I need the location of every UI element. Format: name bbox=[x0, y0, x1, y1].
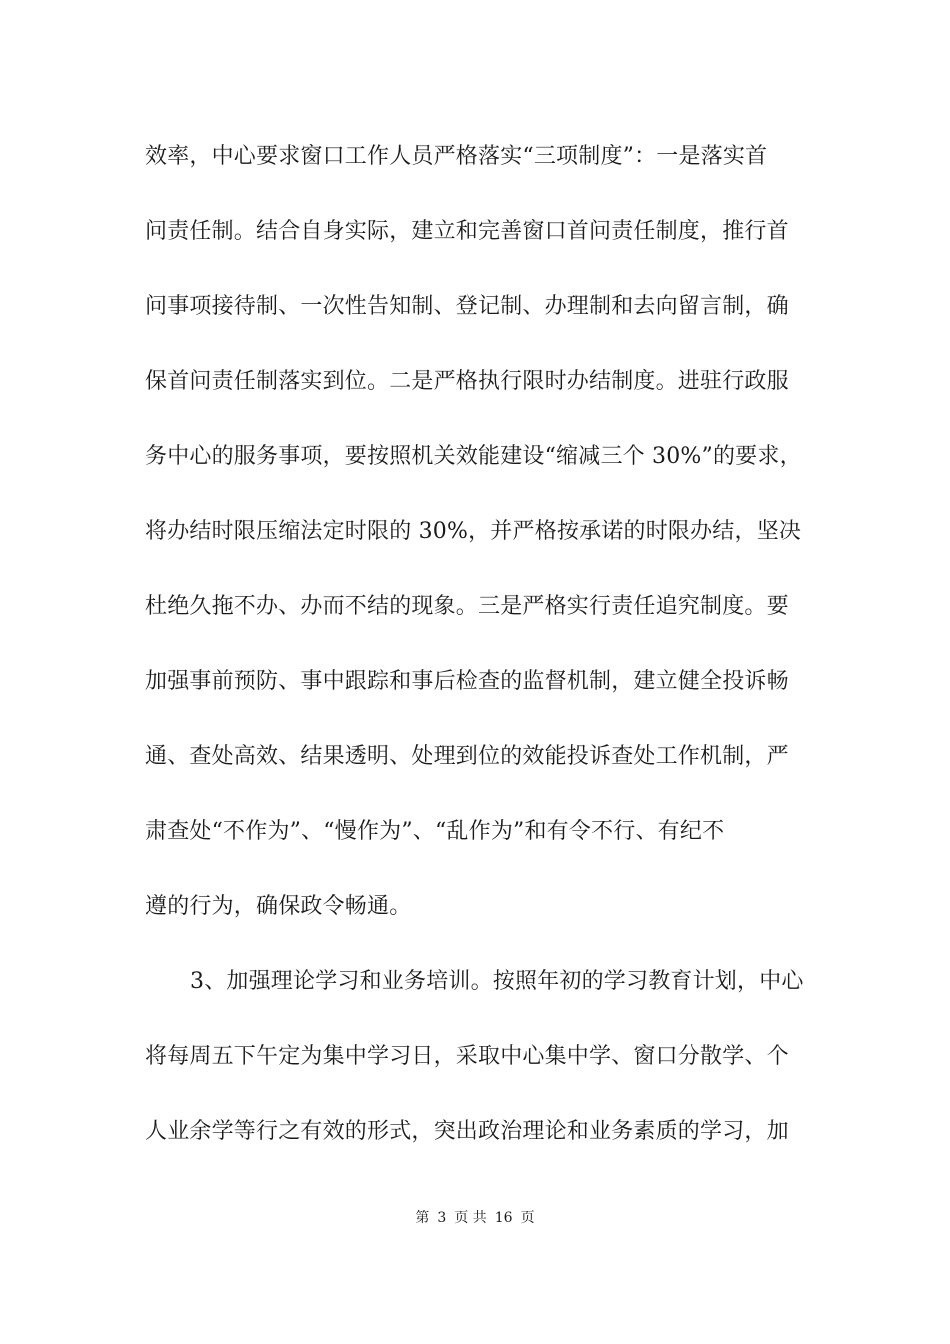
body-text-line: 将每周五下午定为集中学习日，采取中心集中学、窗口分散学、个 bbox=[145, 1044, 789, 1069]
body-text-line: 问责任制。结合自身实际，建立和完善窗口首问责任制度，推行首 bbox=[145, 219, 789, 244]
body-text-line: 效率，中心要求窗口工作人员严格落实“三项制度”：一是落实首 bbox=[145, 144, 768, 169]
body-text-line: 遵的行为，确保政令畅通。 bbox=[145, 894, 412, 919]
footer-middle: 页 共 bbox=[454, 1210, 487, 1226]
footer-suffix: 页 bbox=[520, 1210, 535, 1226]
body-text-line: 肃查处“不作为”、“慢作为”、“乱作为”和有令不行、有纪不 bbox=[145, 819, 725, 844]
body-text-line: 将办结时限压缩法定时限的 30%，并严格按承诺的时限办结，坚决 bbox=[145, 519, 802, 544]
paragraph-start-line: 3、加强理论学习和业务培训。按照年初的学习教育计划，中心 bbox=[190, 969, 804, 994]
body-text-line: 人业余学等行之有效的形式，突出政治理论和业务素质的学习，加 bbox=[145, 1119, 789, 1144]
footer-prefix: 第 bbox=[415, 1210, 430, 1226]
page-footer bbox=[0, 1208, 950, 1228]
footer-page-current: 3 bbox=[437, 1210, 447, 1226]
body-text-line: 问事项接待制、一次性告知制、登记制、办理制和去向留言制，确 bbox=[145, 294, 789, 319]
body-text-line: 务中心的服务事项，要按照机关效能建设“缩减三个 30%”的要求， bbox=[145, 444, 802, 469]
body-text-line: 通、查处高效、结果透明、处理到位的效能投诉查处工作机制，严 bbox=[145, 744, 789, 769]
body-text-line: 保首问责任制落实到位。二是严格执行限时办结制度。进驻行政服 bbox=[145, 369, 789, 394]
body-text-line: 杜绝久拖不办、办而不结的现象。三是严格实行责任追究制度。要 bbox=[145, 594, 789, 619]
footer-page-total: 16 bbox=[494, 1210, 513, 1226]
body-text-line: 加强事前预防、事中跟踪和事后检查的监督机制，建立健全投诉畅 bbox=[145, 669, 789, 694]
